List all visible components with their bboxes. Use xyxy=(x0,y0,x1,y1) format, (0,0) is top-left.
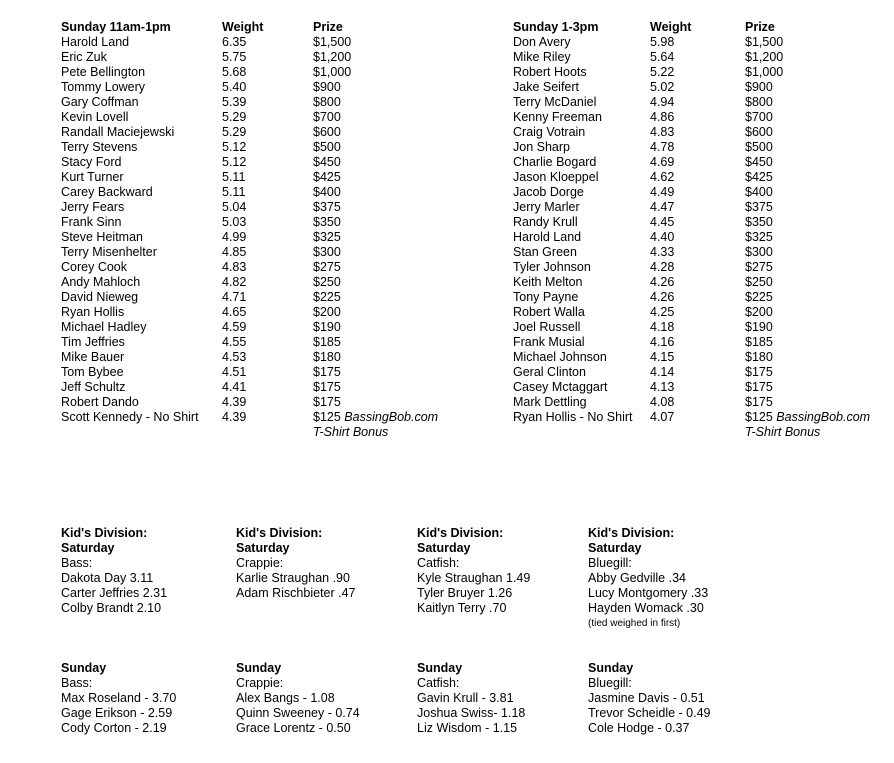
kids-sunday-bass xyxy=(61,661,176,736)
angler-prize: $450 xyxy=(745,155,773,169)
angler-name: Terry McDaniel xyxy=(513,95,597,109)
angler-prize: $1,500 xyxy=(745,35,784,49)
angler-name: Ryan Hollis xyxy=(61,305,125,319)
list-item: Tyler Bruyer 1.26 xyxy=(417,586,513,600)
angler-weight: 5.11 xyxy=(222,185,246,199)
bonus-amount: $125 xyxy=(313,410,341,424)
angler-name: Robert Dando xyxy=(61,395,139,409)
list-item: Gage Erikson - 2.59 xyxy=(61,706,173,720)
angler-name: Tim Jeffries xyxy=(61,335,125,349)
angler-weight: 4.28 xyxy=(650,260,675,274)
kids-sunday-crappie xyxy=(236,661,360,736)
angler-name: Gary Coffman xyxy=(61,95,139,109)
angler-name: Tony Payne xyxy=(513,290,579,304)
angler-weight: 5.75 xyxy=(222,50,247,64)
angler-prize: $400 xyxy=(313,185,341,199)
angler-name: Carey Backward xyxy=(61,185,153,199)
list-item: Dakota Day 3.11 xyxy=(61,571,154,585)
list-item: Gavin Krull - 3.81 xyxy=(417,691,514,705)
list-item: Karlie Straughan .90 xyxy=(236,571,350,585)
angler-name: Jerry Fears xyxy=(61,200,125,214)
angler-prize: $425 xyxy=(313,170,341,184)
list-item: Abby Gedville .34 xyxy=(588,571,686,585)
angler-name: Michael Johnson xyxy=(513,350,607,364)
angler-prize: $275 xyxy=(745,260,773,274)
day-label: Saturday xyxy=(61,541,115,555)
list-item: Carter Jeffries 2.31 xyxy=(61,586,168,600)
angler-prize: $400 xyxy=(745,185,773,199)
angler-prize: $185 xyxy=(313,335,341,349)
angler-prize: $1,500 xyxy=(313,35,352,49)
list-item: Kaitlyn Terry .70 xyxy=(417,601,507,615)
species-label: Catfish: xyxy=(417,556,460,570)
angler-prize: $1,000 xyxy=(745,65,784,79)
angler-name: Stacy Ford xyxy=(61,155,122,169)
angler-weight: 5.04 xyxy=(222,200,247,214)
angler-weight: 4.41 xyxy=(222,380,247,394)
list-item: Jasmine Davis - 0.51 xyxy=(588,691,705,705)
list-item: Cole Hodge - 0.37 xyxy=(588,721,690,735)
angler-prize: $900 xyxy=(745,80,773,94)
kids-division-title: Kid's Division: xyxy=(588,526,675,540)
day-label: Saturday xyxy=(417,541,471,555)
angler-name: Craig Votrain xyxy=(513,125,586,139)
kids-saturday-bass xyxy=(61,526,167,616)
angler-weight: 4.39 xyxy=(222,410,247,424)
angler-name: Jerry Marler xyxy=(513,200,580,214)
list-item: Hayden Womack .30 xyxy=(588,601,704,615)
angler-weight: 5.12 xyxy=(222,140,247,154)
angler-name: Mark Dettling xyxy=(513,395,587,409)
angler-prize: $190 xyxy=(745,320,773,334)
angler-name: Scott Kennedy - No Shirt xyxy=(61,410,199,424)
list-item: Quinn Sweeney - 0.74 xyxy=(236,706,360,720)
angler-name: Tom Bybee xyxy=(61,365,124,379)
angler-weight: 5.03 xyxy=(222,215,247,229)
angler-weight: 5.98 xyxy=(650,35,675,49)
angler-weight: 4.82 xyxy=(222,275,247,289)
angler-weight: 5.40 xyxy=(222,80,247,94)
tie-note: (tied weighed in first) xyxy=(588,618,681,629)
list-item: Colby Brandt 2.10 xyxy=(61,601,162,615)
angler-prize: $175 xyxy=(745,380,773,394)
angler-weight: 4.65 xyxy=(222,305,247,319)
angler-name: Randy Krull xyxy=(513,215,578,229)
angler-prize: $450 xyxy=(313,155,341,169)
angler-prize: $225 xyxy=(313,290,341,304)
angler-prize: $700 xyxy=(313,110,341,124)
angler-weight: 4.83 xyxy=(650,125,675,139)
angler-prize: $1,000 xyxy=(313,65,352,79)
angler-name: Casey Mctaggart xyxy=(513,380,608,394)
weight-header: Weight xyxy=(650,20,692,34)
species-label: Bass: xyxy=(61,556,93,570)
bonus-site: BassingBob.com xyxy=(344,410,439,424)
angler-weight: 5.29 xyxy=(222,110,247,124)
angler-weight: 4.99 xyxy=(222,230,247,244)
angler-name: Jacob Dorge xyxy=(513,185,584,199)
bonus-label: T-Shirt Bonus xyxy=(313,425,389,439)
day-label: Sunday xyxy=(588,661,634,675)
list-item: Max Roseland - 3.70 xyxy=(61,691,177,705)
angler-prize: $275 xyxy=(313,260,341,274)
angler-weight: 4.55 xyxy=(222,335,247,349)
angler-name: Eric Zuk xyxy=(61,50,107,64)
angler-prize: $175 xyxy=(313,365,341,379)
angler-prize: $500 xyxy=(745,140,773,154)
angler-name: Kenny Freeman xyxy=(513,110,602,124)
angler-name: Keith Melton xyxy=(513,275,583,289)
angler-prize: $250 xyxy=(313,275,341,289)
angler-weight: 5.11 xyxy=(222,170,246,184)
angler-prize: $175 xyxy=(313,395,341,409)
species-label: Bluegill: xyxy=(588,556,632,570)
kids-saturday-bluegill xyxy=(588,526,708,631)
angler-prize xyxy=(745,410,870,425)
species-label: Catfish: xyxy=(417,676,460,690)
angler-name: Mike Bauer xyxy=(61,350,125,364)
angler-weight: 4.62 xyxy=(650,170,675,184)
angler-weight: 4.07 xyxy=(650,410,675,424)
kids-saturday-catfish xyxy=(417,526,530,616)
angler-weight: 4.47 xyxy=(650,200,675,214)
day-label: Saturday xyxy=(588,541,642,555)
angler-prize: $325 xyxy=(313,230,341,244)
angler-prize: $600 xyxy=(313,125,341,139)
list-item: Trevor Scheidle - 0.49 xyxy=(588,706,711,720)
kids-division-title: Kid's Division: xyxy=(61,526,148,540)
angler-weight: 4.94 xyxy=(650,95,675,109)
angler-prize: $800 xyxy=(313,95,341,109)
angler-weight: 4.71 xyxy=(222,290,247,304)
angler-name: Corey Cook xyxy=(61,260,127,274)
angler-prize: $200 xyxy=(313,305,341,319)
day-label: Sunday xyxy=(61,661,107,675)
angler-weight: 4.49 xyxy=(650,185,675,199)
list-item: Cody Corton - 2.19 xyxy=(61,721,167,735)
angler-weight: 5.12 xyxy=(222,155,247,169)
species-label: Bluegill: xyxy=(588,676,632,690)
angler-name: Robert Hoots xyxy=(513,65,587,79)
kids-sunday-catfish xyxy=(417,661,525,736)
angler-name: Jake Seifert xyxy=(513,80,580,94)
angler-prize: $900 xyxy=(313,80,341,94)
angler-prize: $375 xyxy=(313,200,341,214)
species-label: Crappie: xyxy=(236,556,284,570)
angler-name: Michael Hadley xyxy=(61,320,147,334)
angler-weight: 5.29 xyxy=(222,125,247,139)
angler-name: Kurt Turner xyxy=(61,170,124,184)
angler-prize: $350 xyxy=(745,215,773,229)
angler-prize: $600 xyxy=(745,125,773,139)
angler-weight: 5.68 xyxy=(222,65,247,79)
angler-weight: 4.26 xyxy=(650,290,675,304)
angler-name: Terry Stevens xyxy=(61,140,138,154)
kids-saturday-crappie xyxy=(236,526,356,601)
angler-prize: $175 xyxy=(313,380,341,394)
angler-prize: $300 xyxy=(745,245,773,259)
angler-prize: $300 xyxy=(313,245,341,259)
angler-name: David Nieweg xyxy=(61,290,139,304)
angler-name: Ryan Hollis - No Shirt xyxy=(513,410,633,424)
list-item: Liz Wisdom - 1.15 xyxy=(417,721,518,735)
list-item: Adam Rischbieter .47 xyxy=(236,586,356,600)
day-label: Saturday xyxy=(236,541,290,555)
angler-prize: $800 xyxy=(745,95,773,109)
name-header: Sunday 1-3pm xyxy=(513,20,599,34)
angler-name: Stan Green xyxy=(513,245,577,259)
angler-name: Andy Mahloch xyxy=(61,275,141,289)
angler-prize: $185 xyxy=(745,335,773,349)
angler-prize: $250 xyxy=(745,275,773,289)
angler-prize: $190 xyxy=(313,320,341,334)
angler-prize: $180 xyxy=(313,350,341,364)
angler-weight: 5.39 xyxy=(222,95,247,109)
angler-prize: $180 xyxy=(745,350,773,364)
day-label: Sunday xyxy=(417,661,463,675)
list-item: Joshua Swiss- 1.18 xyxy=(417,706,526,720)
angler-prize: $375 xyxy=(745,200,773,214)
angler-name: Tyler Johnson xyxy=(513,260,591,274)
bonus-amount: $125 xyxy=(745,410,773,424)
angler-name: Frank Musial xyxy=(513,335,585,349)
angler-name: Joel Russell xyxy=(513,320,581,334)
angler-weight: 4.25 xyxy=(650,305,675,319)
angler-prize: $200 xyxy=(745,305,773,319)
angler-name: Jeff Schultz xyxy=(61,380,126,394)
angler-weight: 6.35 xyxy=(222,35,247,49)
angler-name: Mike Riley xyxy=(513,50,571,64)
angler-name: Harold Land xyxy=(513,230,582,244)
list-item: Alex Bangs - 1.08 xyxy=(236,691,335,705)
angler-weight: 4.15 xyxy=(650,350,675,364)
angler-prize: $175 xyxy=(745,365,773,379)
angler-prize: $500 xyxy=(313,140,341,154)
angler-weight: 5.02 xyxy=(650,80,675,94)
angler-weight: 5.64 xyxy=(650,50,675,64)
species-label: Crappie: xyxy=(236,676,284,690)
angler-name: Jon Sharp xyxy=(513,140,570,154)
angler-name: Terry Misenhelter xyxy=(61,245,157,259)
list-item: Kyle Straughan 1.49 xyxy=(417,571,531,585)
angler-prize: $350 xyxy=(313,215,341,229)
angler-weight: 5.22 xyxy=(650,65,675,79)
angler-weight: 4.26 xyxy=(650,275,675,289)
angler-weight: 4.69 xyxy=(650,155,675,169)
angler-name: Frank Sinn xyxy=(61,215,122,229)
angler-prize xyxy=(313,410,438,425)
bonus-site: BassingBob.com xyxy=(776,410,871,424)
angler-weight: 4.45 xyxy=(650,215,675,229)
angler-prize: $225 xyxy=(745,290,773,304)
kids-division-title: Kid's Division: xyxy=(236,526,323,540)
angler-name: Tommy Lowery xyxy=(61,80,146,94)
angler-weight: 4.08 xyxy=(650,395,675,409)
angler-name: Geral Clinton xyxy=(513,365,586,379)
kids-sunday-bluegill xyxy=(588,661,711,736)
angler-name: Pete Bellington xyxy=(61,65,146,79)
bonus-label: T-Shirt Bonus xyxy=(745,425,821,439)
angler-weight: 4.85 xyxy=(222,245,247,259)
weight-header: Weight xyxy=(222,20,264,34)
species-label: Bass: xyxy=(61,676,93,690)
angler-weight: 4.16 xyxy=(650,335,675,349)
angler-name: Harold Land xyxy=(61,35,130,49)
angler-name: Don Avery xyxy=(513,35,571,49)
angler-weight: 4.13 xyxy=(650,380,675,394)
name-header: Sunday 11am-1pm xyxy=(61,20,171,34)
angler-weight: 4.39 xyxy=(222,395,247,409)
angler-prize: $700 xyxy=(745,110,773,124)
prize-header: Prize xyxy=(745,20,775,34)
angler-name: Jason Kloeppel xyxy=(513,170,599,184)
angler-name: Randall Maciejewski xyxy=(61,125,175,139)
angler-name: Robert Walla xyxy=(513,305,585,319)
list-item: Grace Lorentz - 0.50 xyxy=(236,721,351,735)
angler-prize: $325 xyxy=(745,230,773,244)
angler-weight: 4.86 xyxy=(650,110,675,124)
angler-weight: 4.83 xyxy=(222,260,247,274)
angler-weight: 4.59 xyxy=(222,320,247,334)
angler-weight: 4.18 xyxy=(650,320,675,334)
angler-weight: 4.40 xyxy=(650,230,675,244)
angler-prize: $1,200 xyxy=(313,50,352,64)
list-item: Lucy Montgomery .33 xyxy=(588,586,709,600)
angler-weight: 4.78 xyxy=(650,140,675,154)
angler-name: Charlie Bogard xyxy=(513,155,597,169)
angler-weight: 4.33 xyxy=(650,245,675,259)
angler-weight: 4.53 xyxy=(222,350,247,364)
angler-prize: $1,200 xyxy=(745,50,784,64)
kids-division-title: Kid's Division: xyxy=(417,526,504,540)
angler-weight: 4.51 xyxy=(222,365,247,379)
angler-weight: 4.14 xyxy=(650,365,675,379)
angler-name: Steve Heitman xyxy=(61,230,143,244)
day-label: Sunday xyxy=(236,661,282,675)
angler-prize: $175 xyxy=(745,395,773,409)
angler-name: Kevin Lovell xyxy=(61,110,129,124)
angler-prize: $425 xyxy=(745,170,773,184)
prize-header: Prize xyxy=(313,20,343,34)
